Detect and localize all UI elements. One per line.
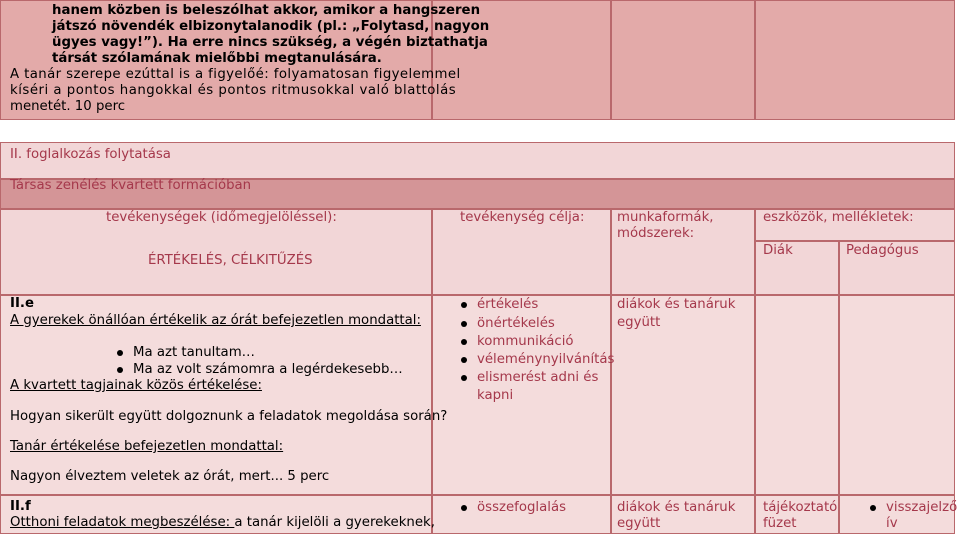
top-empty-cell-3 xyxy=(755,0,955,120)
row-e-closing: Nagyon élveztem veletek az órát, mert... 5 perc xyxy=(10,469,330,484)
top-line-6: kíséri a pontos hangokkal és pontos ritmusokkal való blattolás xyxy=(10,83,457,98)
row-e-purpose-4: véleménynyilvánítás xyxy=(477,352,615,367)
row-f-text xyxy=(10,515,435,531)
top-empty-cell-2 xyxy=(611,0,755,120)
row-f-workform-1: diákok és tanáruk xyxy=(617,500,736,515)
row-f-student-2: füzet xyxy=(763,516,797,531)
row-e-heading: A gyerekek önállóan értékelik az órát befejezetlen mondattal: xyxy=(10,313,421,328)
row-f-teacher-1: visszajelző xyxy=(886,500,958,515)
header-goals: ÉRTÉKELÉS, CÉLKITŰZÉS xyxy=(148,253,313,268)
row-e-student-cell xyxy=(755,295,839,495)
row-f-text-rest: a tanár kijelöli a gyerekeknek, xyxy=(234,515,435,530)
header-purpose: tevékenység célja: xyxy=(460,210,585,225)
header-teacher: Pedagógus xyxy=(846,243,919,258)
header-workforms-2: módszerek: xyxy=(617,226,695,241)
row-e-workform-1: diákok és tanáruk xyxy=(617,297,736,312)
row-e-purpose-5: elismerést adni és xyxy=(477,370,599,385)
subsection-title: Társas zenélés kvartett formációban xyxy=(10,178,252,193)
row-f-workform-2: együtt xyxy=(617,516,661,531)
row-e-code: II.e xyxy=(10,296,34,311)
row-e-bullet-2: Ma az volt számomra a legérdekesebb… xyxy=(133,362,403,377)
top-line-7: menetét. 10 perc xyxy=(10,99,126,114)
row-e-teacher-cell xyxy=(839,295,955,495)
row-e-workform-2: együtt xyxy=(617,315,661,330)
top-line-3: ügyes vagy!”). Ha erre nincs szükség, a végén biztathatja xyxy=(52,35,488,50)
header-student: Diák xyxy=(763,243,793,258)
row-e-bullet-1: Ma azt tanultam… xyxy=(133,345,255,360)
header-workforms-1: munkaformák, xyxy=(617,210,714,225)
top-line-4: társát szólamának mielőbbi megtanulására. xyxy=(52,51,382,66)
top-line-2: játszó növendék elbizonytalanodik (pl.: „Folytasd, nagyon xyxy=(52,19,490,34)
section-title: II. foglalkozás folytatása xyxy=(10,147,171,162)
row-e-quartet-eval: A kvartett tagjainak közös értékelése: xyxy=(10,378,262,393)
header-tools: eszközök, mellékletek: xyxy=(763,210,914,225)
row-f-teacher-2: ív xyxy=(886,516,898,531)
row-f-purpose: összefoglalás xyxy=(477,500,567,515)
row-e-teacher-eval: Tanár értékelése befejezetlen mondattal: xyxy=(10,439,284,454)
top-line-5: A tanár szerepe ezúttal is a figyelőé: folyamatosan figyelemmel xyxy=(10,67,461,82)
row-f-student-1: tájékoztató xyxy=(763,500,838,515)
row-f-text-underlined: Otthoni feladatok megbeszélése: xyxy=(10,515,235,530)
row-e-purpose-2: önértékelés xyxy=(477,316,555,331)
row-e-purpose-1: értékelés xyxy=(477,297,539,312)
row-f-code: II.f xyxy=(10,499,31,514)
row-e-purpose-5-cont: kapni xyxy=(477,388,514,403)
row-e-question: Hogyan sikerült együtt dolgoznunk a feladatok megoldása során? xyxy=(10,409,448,424)
header-activities: tevékenységek (időmegjelöléssel): xyxy=(106,210,337,225)
top-line-1: hanem közben is beleszólhat akkor, amikor a hangszeren xyxy=(52,3,481,18)
row-e-purpose-3: kommunikáció xyxy=(477,334,574,349)
